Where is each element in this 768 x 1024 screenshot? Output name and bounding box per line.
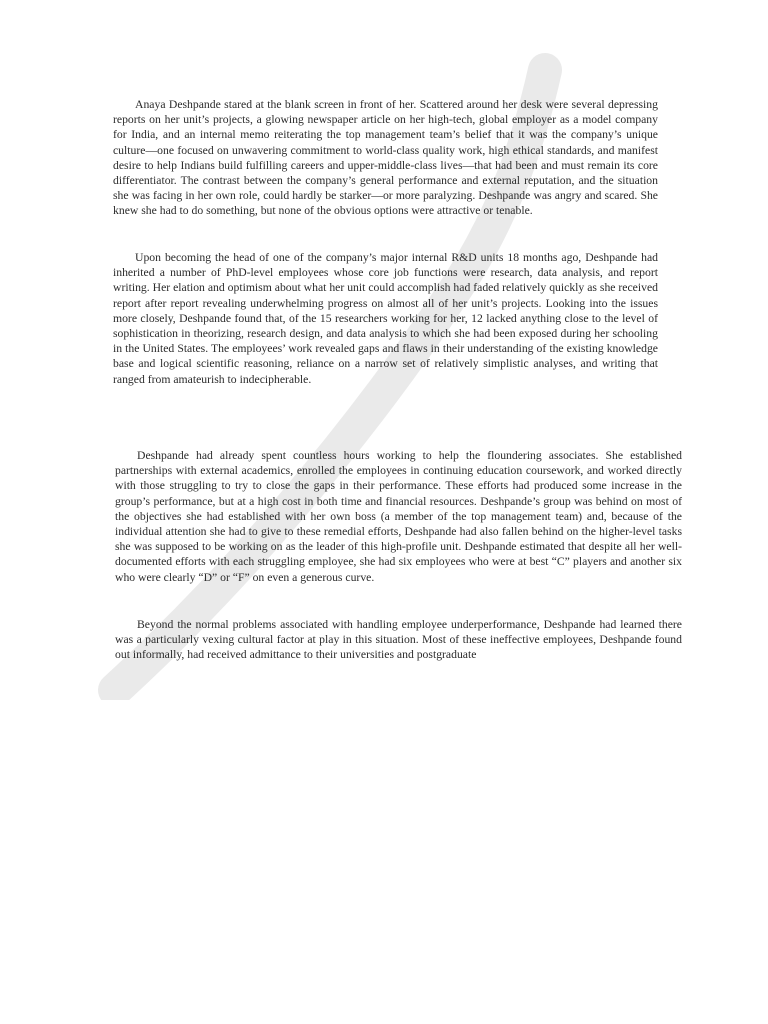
document-page (113, 0, 682, 1024)
paragraph-3: Deshpande had already spent countless hours working to help the floundering associates. She established partnerships with external academics, enrolled the employees in continuing education coursework, and worked directly with those struggling to try to close the gaps in their performance. These efforts had produced some increase in the group’s performance, but at a high cost in both time and financial resources. Deshpande’s group was behind on most of the objectives she had established with her own boss (a member of the top management team) and, because of the individual attention she had to give to these remedial efforts, Deshpande had also fallen behind on the higher-level tasks she was supposed to be working on as the leader of this high-profile unit. Deshpande estimated that despite all her well-documented efforts with each struggling employee, she had six employees who were at best “C” players and another six who were clearly “D” or “F” on even a generous curve. (115, 449, 682, 584)
paragraph-1: Anaya Deshpande stared at the blank screen in front of her. Scattered around her desk were several depressing reports on her unit’s projects, a glowing newspaper article on her high-tech, global employer as a model company for India, and an internal memo reiterating the top management team’s belief that it was the company’s unique culture—one focused on unwavering commitment to world-class quality work, high ethical standards, and manifest desire to help Indians build fulfilling careers and upper-middle-class lives—that had been and must remain its core differentiator. The contrast between the company’s general performance and external reputation, and the situation she was facing in her own role, could hardly be starker—or more paralyzing. Deshpande was angry and scared. She knew she had to do something, but none of the obvious options were attractive or tenable. (113, 98, 658, 218)
paragraph-2: Upon becoming the head of one of the company’s major internal R&D units 18 months ago, Deshpande had inherited a number of PhD-level employees whose core job functions were research, data analysis, and report writing. Her elation and optimism about what her unit could accomplish had faded relatively quickly as she received report after report revealing underwhelming progress on almost all of her unit’s projects. Looking into the issues more closely, Deshpande found that, of the 15 researchers working for her, 12 lacked anything close to the level of sophistication in theorizing, research design, and data analysis to which she had been exposed during her schooling in the United States. The employees’ work revealed gaps and flaws in their understanding of the existing knowledge base and logical scientific reasoning, reliance on a narrow set of relatively simplistic analyses, and writing that ranged from amateurish to indecipherable. (113, 251, 658, 386)
paragraph-4: Beyond the normal problems associated with handling employee underperformance, Deshpande had learned there was a particularly vexing cultural factor at play in this situation. Most of these ineffective employees, Deshpande found out informally, had received admittance to their universities and postgraduate (115, 618, 682, 662)
